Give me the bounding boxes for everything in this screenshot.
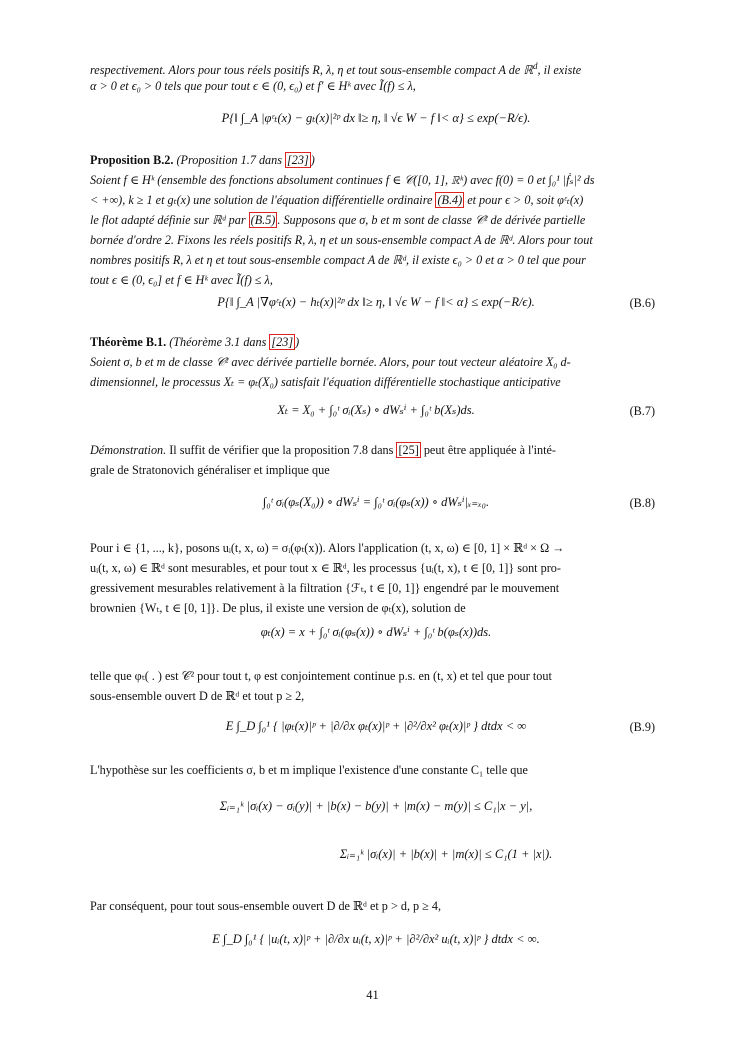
equation-number: (B.8) [629, 496, 655, 510]
proposition-title: Proposition B.2. [90, 153, 174, 167]
equation-b8: ∫₀ᵗ σᵢ(φₛ(X₀)) ∘ dWₛⁱ = ∫₀ᵗ σᵢ(φₛ(x)) ∘ dWₛⁱ|ₓ₌ₓ₀. [262, 495, 490, 509]
proposition-body-line: nombres positifs R, λ et η et tout sous-ensemble compact A de ℝᵈ, il existe ϵ₀ > 0 et α > 0 tel que pour [90, 253, 586, 267]
inequality-growth: Σᵢ₌₁ᵏ |σᵢ(x)| + |b(x)| + |m(x)| ≤ C₁(1 + |x|). [339, 847, 553, 861]
equation-number: (B.6) [629, 296, 655, 310]
proposition-body-line: bornée d'ordre 2. Fixons les réels positifs R, λ, η et un sous-ensemble compact A de ℝᵈ. Alors pour tout [90, 233, 593, 247]
proposition-b2-heading: Proposition B.2. (Proposition 1.7 dans [23] ) [90, 153, 315, 167]
equation-b5 [90, 110, 662, 126]
equation-b6: P{‖ ∫_A |∇φᵋₜ(x) − hₜ(x)|²ᵖ dx ‖≥ η, ‖ √ϵ W − f ‖< α} ≤ exp(−R/ϵ). [217, 295, 535, 309]
theorem-body-line: Soient σ, b et m de classe 𝒞² avec dérivée partielle bornée. Alors, pour tout vecteur aléatoire X₀ d- [90, 355, 571, 369]
intro-line-2: α > 0 et ϵ₀ > 0 tels que pour tout ϵ ∈ (0, ϵ₀) et f′ ∈ Hᵏ avec Ĩ(f) ≤ λ, [90, 79, 416, 93]
demonstration-line-2: grale de Stratonovich généraliser et implique que [90, 463, 330, 477]
intro-line-1: respectivement. Alors pour tous réels positifs R, λ, η et tout sous-ensemble compact A de ℝ$^d$, il existe [90, 61, 582, 78]
citation-link[interactable]: [23] [271, 335, 294, 349]
body-line: L'hypothèse sur les coefficients σ, b et m implique l'existence d'une constante C₁ telle que [90, 763, 528, 777]
equation-link[interactable]: (B.4) [437, 193, 463, 207]
theorem-b1-heading: Théorème B.1. (Théorème 3.1 dans [23] ) [90, 335, 300, 349]
equation-b9: E ∫_D ∫₀¹ { |φₜ(x)|ᵖ + |∂/∂x φₜ(x)|ᵖ + |∂²/∂x² φₜ(x)|ᵖ } dtdx < ∞ [225, 719, 527, 733]
body-line: gressivement mesurables relativement à la filtration {ℱₜ, t ∈ [0, 1]} engendré par le mouvement [90, 581, 560, 595]
equation-link[interactable]: (B.5) [250, 213, 276, 227]
equation-phi: φₜ(x) = x + ∫₀ᵗ σᵢ(φₛ(x)) ∘ dWₛⁱ + ∫₀ᵗ b(φₛ(x))ds. [260, 625, 492, 639]
theorem-body-line: dimensionnel, le processus Xₜ = φₜ(X₀) satisfait l'équation différentielle stochastique anticipative [90, 375, 561, 389]
body-line: Par conséquent, pour tout sous-ensemble ouvert D de ℝᵈ et p > d, p ≥ 4, [90, 899, 442, 913]
demonstration-label: Démonstration. [90, 443, 167, 457]
proposition-body-line: < +∞), k ≥ 1 et gₜ(x) une solution de l'équation différentielle ordinaire (B.4) et pour ϵ > 0, soit φᵋₜ(x) [90, 193, 584, 207]
proposition-body-line: tout ϵ ∈ (0, ϵ₀] et f ∈ Hᵏ avec Ĩ(f) ≤ λ, [90, 273, 273, 287]
body-line: uᵢ(t, x, ω) ∈ ℝᵈ sont mesurables, et pour tout x ∈ ℝᵈ, les processus {uᵢ(t, x), t ∈ [0, 1]} sont pro- [90, 561, 561, 575]
body-line: Pour i ∈ {1, ..., k}, posons uᵢ(t, x, ω) = σᵢ(φₜ(x)). Alors l'application (t, x, ω) ∈ [0, 1] × ℝᵈ × Ω → [90, 541, 565, 555]
page-number: 41 [366, 988, 379, 1002]
inequality-lipschitz: Σᵢ₌₁ᵏ |σᵢ(x) − σᵢ(y)| + |b(x) − b(y)| + |m(x) − m(y)| ≤ C₁|x − y|, [219, 799, 533, 813]
equation-final: E ∫_D ∫₀¹ { |uᵢ(t, x)|ᵖ + |∂/∂x uᵢ(t, x)|ᵖ + |∂²/∂x² uᵢ(t, x)|ᵖ } dtdx < ∞. [212, 932, 540, 946]
equation-b7: Xₜ = X₀ + ∫₀ᵗ σᵢ(Xₛ) ∘ dWₛⁱ + ∫₀ᵗ b(Xₛ)ds. [277, 403, 475, 417]
proposition-body-line: le flot adapté définie sur ℝᵈ par (B.5) . Supposons que σ, b et m sont de classe 𝒞² de dérivée partielle [90, 213, 586, 227]
body-line: brownien {Wₜ, t ∈ [0, 1]}. De plus, il existe une version de φₜ(x), solution de [90, 601, 466, 615]
citation-link[interactable]: [25] [398, 443, 419, 457]
equation-number: (B.9) [629, 720, 655, 734]
citation-link[interactable]: [23] [287, 153, 309, 167]
theorem-title: Théorème B.1. [90, 335, 167, 349]
equation-b5-text: P{‖ ∫_A |φᵋₜ(x) − gₜ(x)|²ᵖ dx ‖≥ η, ‖ √ϵ W − f ‖< α} ≤ exp(−R/ϵ). [221, 111, 531, 125]
body-line: telle que φₜ( . ) est 𝒞² pour tout t, φ est conjointement continue p.s. en (t, x) et tel que pour tout [90, 669, 552, 683]
equation-number: (B.7) [629, 404, 655, 418]
demonstration-line-1: Démonstration. Il suffit de vérifier que la proposition 7.8 dans [25] peut être appliquée à l'inté- [90, 443, 556, 457]
proposition-body-line: Soient f ∈ Hᵏ (ensemble des fonctions absolument continues f ∈ 𝒞([0, 1], ℝᵏ) avec f(0) = 0 et ∫₀¹ |ḟₛ|² ds [90, 173, 595, 187]
body-line: sous-ensemble ouvert D de ℝᵈ et tout p ≥ 2, [90, 689, 305, 703]
